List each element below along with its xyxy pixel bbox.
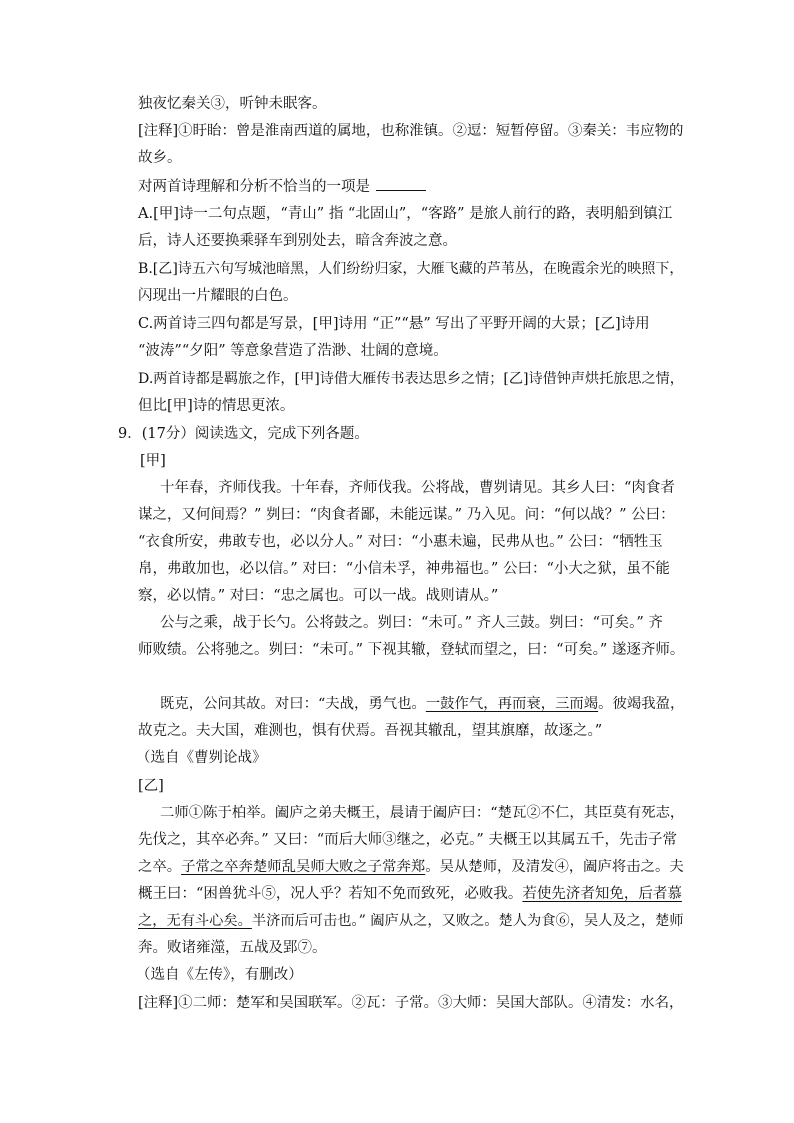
poem-last-line: 独夜忆秦关③，听钟未眠客。	[138, 96, 327, 112]
underlined-sentence: 若使先济者知免，后者慕	[522, 886, 682, 902]
passage-jia-line: “衣食所安，弗敢专也，必以分人。” 对曰：“小惠未遍，民弗从也。” 公曰：“牺牲玉	[138, 534, 663, 550]
passage-jia-line: 故克之。夫大国，难测也，惧有伏焉。吾视其辙乱，望其旗靡，故逐之。”	[138, 723, 603, 739]
question-stem-text: 对两首诗理解和分析不恰当的一项是	[138, 179, 370, 195]
passage-jia-line: 师败绩。公将驰之。刿曰：“未可。” 下视其辙，登轼而望之，曰：“可矣。” 遂逐齐师。	[138, 642, 685, 658]
passage-yi-line	[138, 911, 684, 931]
passage-yi-line: 奔。败诸雍澨，五战及郢⑦。	[138, 940, 327, 956]
annotation-line: [注释]①二师：楚军和吴国联军。②瓦：子常。③大师：吴国大部队。④清发：水名，	[138, 995, 684, 1011]
passage-jia-line: 谋之，又何间焉？” 刿曰：“肉食者鄙，未能远谋。” 乃入见。问：“何以战？” 公曰：	[138, 507, 675, 523]
passage-yi-line	[138, 857, 684, 877]
passage-yi-line: 先伐之，其卒必奔。” 又曰：“而后大师③继之，必克。” 夫概王以其属五千，先击子常	[138, 832, 677, 848]
option-c-cont: “波涛”“夕阳” 等意象营造了浩渺、壮阔的意境。	[138, 343, 448, 359]
passage-text: 既克，公问其故。对曰：“夫战，勇气也。	[160, 696, 426, 712]
option-d: D.两首诗都是羁旅之作，[甲]诗借大雁传书表达思乡之情；[乙]诗借钟声烘托旅思之情，	[138, 371, 684, 387]
annotation-line: [注释]①盱眙：曾是淮南西道的属地，也称淮镇。②逗：短暂停留。③秦关：韦应物的	[138, 123, 684, 139]
passage-text: 之卒。	[138, 859, 182, 875]
underlined-sentence: 子常之卒奔楚师乱吴师大败之子常奔郑	[181, 859, 426, 875]
option-b-cont: 闪现出一片耀眼的白色。	[138, 288, 298, 304]
passage-yi-line	[138, 884, 682, 904]
passage-yi-label: [乙]	[138, 778, 164, 794]
passage-text: 半济而后可击也。” 阖庐从之，又败之。楚人为食⑥，吴人及之，楚师	[251, 913, 684, 929]
passage-jia-label: [甲]	[140, 453, 166, 469]
option-c: C.两首诗三四句都是写景，[甲]诗用 “正”“悬” 写出了平野开阔的大景；[乙]诗用	[138, 316, 650, 332]
underlined-phrase: 一鼓作气，再而衰，三而竭	[425, 696, 599, 712]
passage-jia-source: （选自《曹刿论战》	[136, 750, 267, 766]
question-9-heading: 9．(17分）阅读选文，完成下列各题。	[118, 426, 369, 442]
answer-blank[interactable]	[376, 176, 426, 191]
passage-text: 。彼竭我盈，	[598, 696, 685, 712]
underlined-sentence: 之，无有斗心矣。	[138, 913, 252, 929]
annotation-line: 故乡。	[138, 150, 182, 166]
passage-jia-line: 公与之乘，战于长勺。公将鼓之。刿曰：“未可。” 齐人三鼓。刿曰：“可矣。” 齐	[160, 615, 663, 631]
passage-jia-line: 十年春，齐师伐我。十年春，齐师伐我。公将战，曹刿请见。其乡人曰：“肉食者	[160, 480, 675, 496]
passage-text: 概王曰：“困兽犹斗⑤，况人乎？若知不免而致死，必败我。	[138, 886, 523, 902]
passage-jia-line: 察，必以情。” 对曰：“忠之属也。可以一战。战则请从。”	[138, 588, 499, 604]
option-b: B.[乙]诗五六句写城池暗黑，人们纷纷归家，大雁飞藏的芦苇丛，在晚霞余光的映照下，	[138, 261, 684, 277]
option-a-cont: 后，诗人还要换乘驿车到别处去，暗含奔波之意。	[138, 233, 457, 249]
option-a: A.[甲]诗一二句点题，“青山” 指 “北固山”，“客路” 是旅人前行的路，表明船到镇江	[138, 206, 673, 222]
question-stem	[138, 176, 426, 197]
passage-jia-line: 帛，弗敢加也，必以信。” 对曰：“小信未孚，神弗福也。” 公曰：“小大之狱，虽不能	[138, 561, 670, 577]
passage-yi-line: 二师①陈于柏举。阖庐之弟夫概王，晨请于阖庐曰：“楚瓦②不仁，其臣莫有死志，	[160, 805, 685, 821]
passage-text: 。吴从楚师，及清发④，阖庐将击之。夫	[425, 859, 684, 875]
passage-yi-source: （选自《左传》，有删改）	[136, 967, 303, 983]
option-d-cont: 但比[甲]诗的情思更浓。	[138, 398, 295, 414]
passage-jia-line	[160, 694, 684, 714]
